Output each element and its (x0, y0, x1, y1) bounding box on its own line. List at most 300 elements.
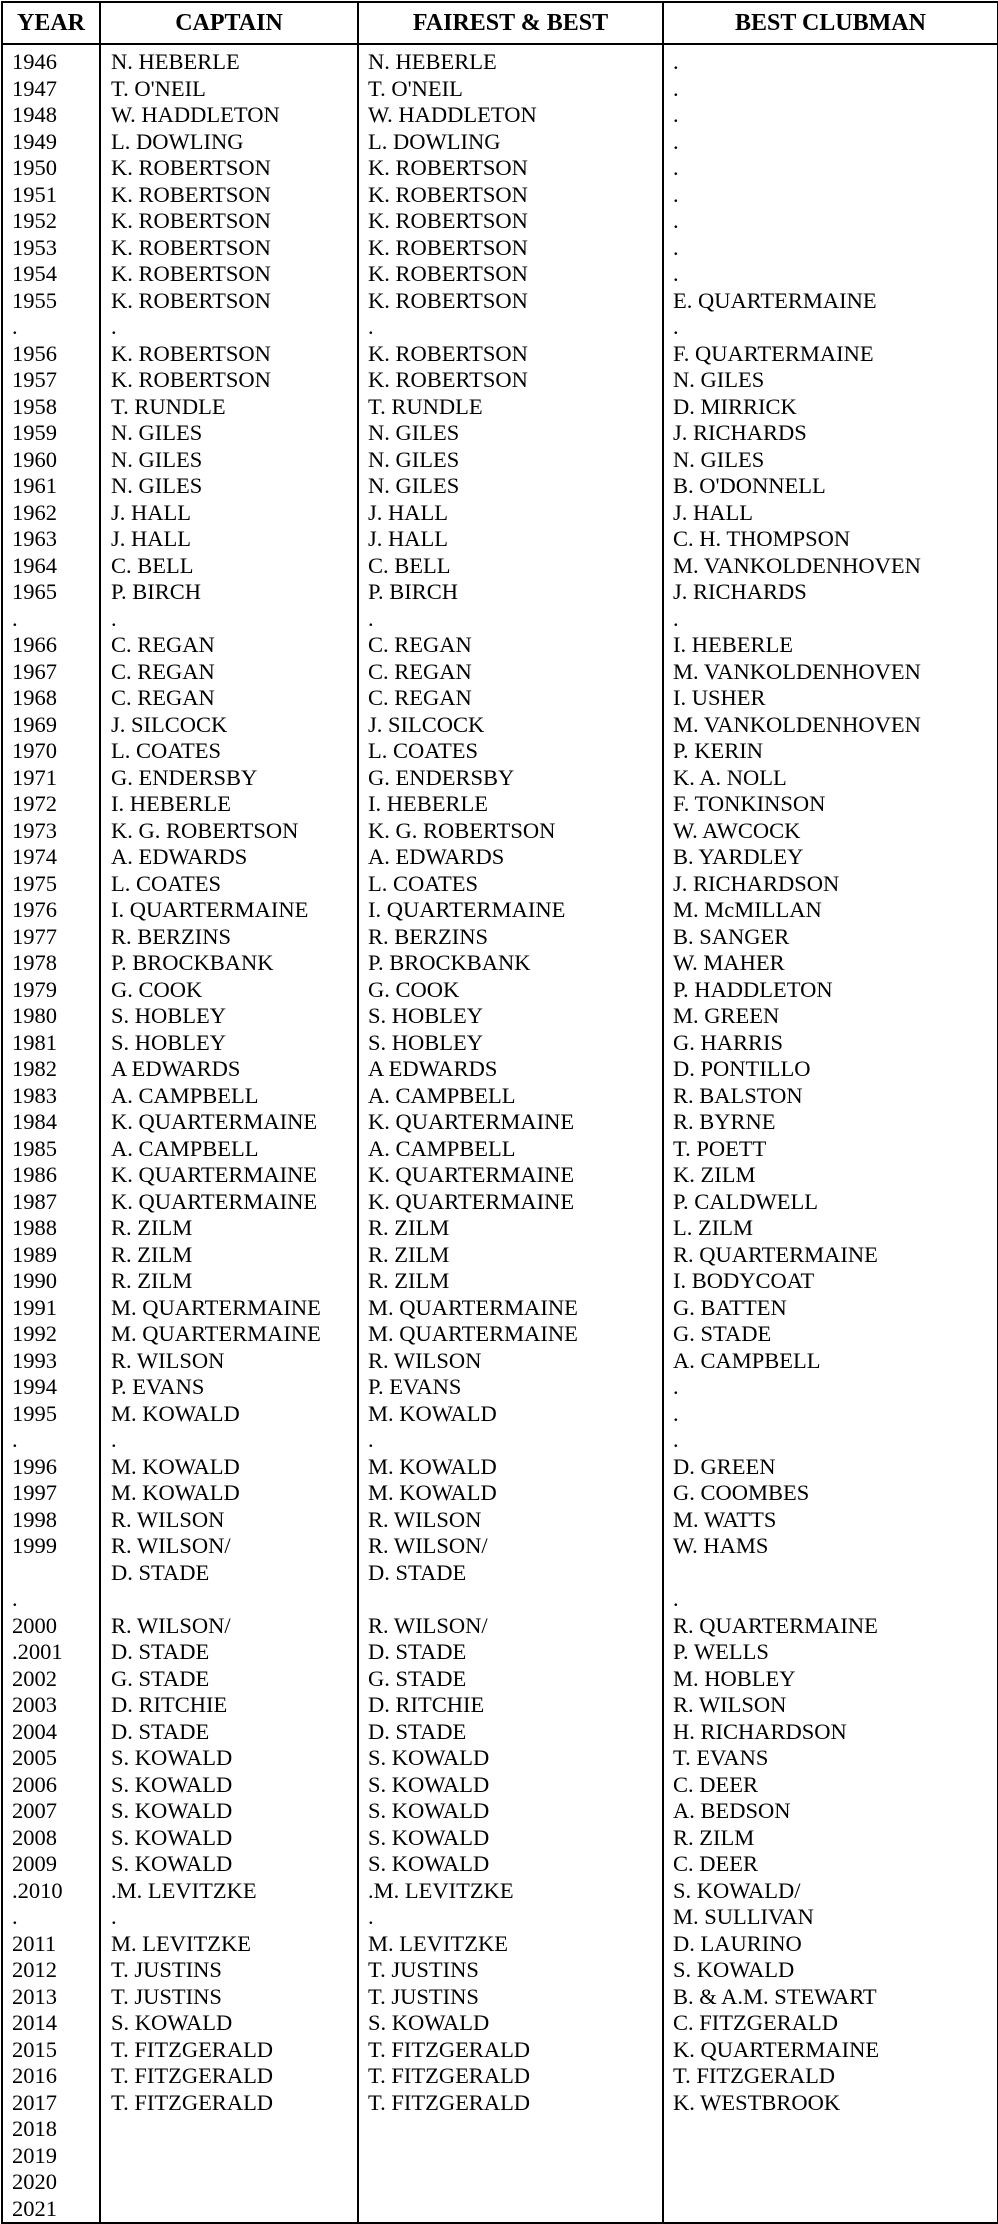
fairest-best-cell: R. WILSON (368, 1347, 482, 1373)
year-cell: 1968 (12, 685, 57, 710)
fairest-best-cell: K. ROBERTSON (368, 340, 528, 366)
best-clubman-cell: P. KERIN (673, 738, 764, 763)
best-clubman-cell: C. DEER (673, 1851, 759, 1876)
best-clubman-cell: K. WESTBROOK (673, 2089, 841, 2115)
fairest-best-cell: S. KOWALD (368, 1745, 490, 1770)
fairest-best-cell: . (368, 1904, 374, 1929)
captain-cell: K. ROBERTSON (111, 181, 271, 207)
captain-cell: P. BIRCH (111, 579, 202, 604)
best-clubman-cell (664, 2116, 997, 2143)
captain-cell: M. QUARTERMAINE (111, 1321, 321, 1346)
captain-cell: M. LEVITZKE (111, 1930, 251, 1956)
year-cell: 1973 (12, 817, 57, 843)
best-clubman-cell: D. LAURINO (673, 1930, 802, 1956)
table-body-row (2, 44, 998, 2223)
captain-cell: R. ZILM (111, 1241, 193, 1267)
year-cell: 1972 (12, 791, 57, 816)
best-clubman-cell: R. ZILM (673, 1824, 755, 1850)
year-cell: 2014 (12, 2010, 57, 2035)
best-clubman-cell: . (673, 605, 679, 631)
best-clubman-cell: . (673, 314, 679, 339)
year-cell: 1951 (12, 181, 57, 207)
fairest-best-cell: M. KOWALD (368, 1480, 497, 1505)
captain-cell: .M. LEVITZKE (111, 1877, 257, 1903)
year-cell: 2004 (12, 1718, 57, 1744)
fairest-best-cell: A. EDWARDS (368, 844, 505, 869)
fairest-best-cell: G. ENDERSBY (368, 764, 515, 790)
best-clubman-cell: T. POETT (673, 1135, 767, 1161)
captain-cell: M. KOWALD (111, 1400, 240, 1426)
year-cell: 1980 (12, 1003, 57, 1028)
fairest-best-cell: D. STADE (368, 1639, 467, 1664)
captain-cell: L. COATES (111, 870, 222, 896)
best-clubman-cell: J. RICHARDS (673, 579, 807, 604)
captain-cell: G. ENDERSBY (111, 764, 258, 790)
fairest-best-cell: A. CAMPBELL (368, 1082, 516, 1108)
captain-cell: D. STADE (111, 1718, 210, 1744)
best-clubman-cell: I. HEBERLE (673, 632, 793, 657)
best-clubman-cell: D. GREEN (673, 1453, 776, 1479)
fairest-best-cell (359, 2143, 662, 2170)
best-clubman-cell (664, 1560, 997, 1587)
captain-cell: C. REGAN (111, 658, 215, 684)
fairest-best-cell: L. COATES (368, 738, 479, 763)
fairest-best-cell: K. QUARTERMAINE (368, 1188, 575, 1214)
captain-cell: T. JUSTINS (111, 1957, 222, 1982)
captain-column (100, 44, 358, 2223)
captain-cell: M. KOWALD (111, 1480, 240, 1505)
fairest-best-cell: K. ROBERTSON (368, 234, 528, 260)
fairest-best-cell: T. RUNDLE (368, 393, 483, 419)
fairest-best-cell: .M. LEVITZKE (368, 1877, 514, 1903)
fairest-best-cell: T. JUSTINS (368, 1957, 479, 1982)
best-clubman-cell: M. McMILLAN (673, 897, 822, 922)
year-cell: 1950 (12, 155, 57, 180)
fairest-best-cell: S. KOWALD (368, 1771, 490, 1797)
best-clubman-cell: . (673, 49, 679, 74)
captain-cell: S. KOWALD (111, 1771, 233, 1797)
best-clubman-cell: G. BATTEN (673, 1294, 787, 1320)
year-cell: . (12, 314, 18, 339)
fairest-best-cell: C. REGAN (368, 658, 472, 684)
captain-cell: T. O'NEIL (111, 75, 206, 101)
captain-cell: S. HOBLEY (111, 1003, 227, 1028)
captain-cell: D. STADE (111, 1559, 210, 1585)
year-cell: 2016 (12, 2063, 57, 2088)
captain-cell: T. FITZGERALD (111, 2089, 274, 2115)
year-cell: 1996 (12, 1453, 57, 1479)
captain-cell (101, 2196, 357, 2223)
year-cell: 1995 (12, 1400, 57, 1426)
best-clubman-cell: . (673, 181, 679, 207)
year-cell: 1994 (12, 1374, 57, 1399)
captain-cell: . (111, 314, 117, 339)
year-cell: . (12, 1904, 18, 1929)
best-clubman-cell: S. KOWALD (673, 1957, 795, 1982)
fairest-best-cell: K. ROBERTSON (368, 181, 528, 207)
year-cell: 1948 (12, 102, 57, 127)
fairest-best-cell: T. JUSTINS (368, 1983, 479, 2009)
captain-cell (101, 1586, 357, 1613)
year-cell: . (12, 1586, 18, 1611)
year-cell: 2018 (12, 2116, 57, 2141)
captain-cell: R. WILSON (111, 1347, 225, 1373)
fairest-best-cell: S. KOWALD (368, 1824, 490, 1850)
year-cell: 1961 (12, 473, 57, 498)
fairest-best-cell: L. COATES (368, 870, 479, 896)
year-cell: . (12, 605, 18, 631)
captain-cell: J. HALL (111, 499, 191, 525)
captain-cell: T. RUNDLE (111, 393, 226, 419)
best-clubman-cell: J. RICHARDSON (673, 870, 840, 896)
fairest-best-cell: C. REGAN (368, 685, 472, 710)
best-clubman-cell (664, 2143, 997, 2170)
captain-cell: N. GILES (111, 420, 203, 445)
fairest-best-cell (359, 1586, 662, 1613)
fairest-best-cell: S. KOWALD (368, 2010, 490, 2035)
captain-cell: L. DOWLING (111, 128, 244, 154)
captain-cell: R. WILSON (111, 1506, 225, 1532)
fairest-best-cell: S. KOWALD (368, 1851, 490, 1876)
best-clubman-cell: P. HADDLETON (673, 976, 833, 1002)
year-cell: 1993 (12, 1347, 57, 1373)
captain-cell: G. COOK (111, 976, 203, 1002)
best-clubman-cell: I. BODYCOAT (673, 1268, 815, 1293)
captain-cell: W. HADDLETON (111, 102, 280, 127)
captain-cell: S. KOWALD (111, 1745, 233, 1770)
best-clubman-cell: . (673, 1427, 679, 1452)
best-clubman-cell: M. VANKOLDENHOVEN (673, 658, 921, 684)
fairest-best-cell: K. QUARTERMAINE (368, 1109, 575, 1134)
year-cell: 1991 (12, 1294, 57, 1320)
best-clubman-cell: H. RICHARDSON (673, 1718, 847, 1744)
year-cell: 1986 (12, 1162, 57, 1187)
captain-cell: A. EDWARDS (111, 844, 248, 869)
best-clubman-cell: F. QUARTERMAINE (673, 340, 874, 366)
fairest-best-cell: D. STADE (368, 1559, 467, 1585)
best-clubman-cell: I. USHER (673, 685, 766, 710)
captain-cell: I. QUARTERMAINE (111, 897, 309, 922)
captain-cell: K. ROBERTSON (111, 155, 271, 180)
captain-cell: K. ROBERTSON (111, 287, 271, 313)
best-clubman-header: BEST CLUBMAN (663, 2, 998, 44)
fairest-best-cell: I. HEBERLE (368, 791, 488, 816)
best-clubman-cell: R. QUARTERMAINE (673, 1241, 878, 1267)
year-cell: 2005 (12, 1745, 57, 1770)
best-clubman-cell: . (673, 1400, 679, 1426)
year-cell: 2000 (12, 1612, 57, 1638)
year-cell: 1990 (12, 1268, 57, 1293)
fairest-best-cell: R. ZILM (368, 1268, 450, 1293)
fairest-best-cell: S. HOBLEY (368, 1003, 484, 1028)
best-clubman-cell: M. WATTS (673, 1506, 777, 1532)
best-clubman-column (663, 44, 998, 2223)
captain-cell: T. JUSTINS (111, 1983, 222, 2009)
year-cell: 1966 (12, 632, 57, 657)
fairest-best-cell: K. ROBERTSON (368, 208, 528, 233)
best-clubman-cell: S. KOWALD/ (673, 1877, 801, 1903)
best-clubman-cell: B. O'DONNELL (673, 473, 826, 498)
best-clubman-cell: . (673, 208, 679, 233)
best-clubman-cell: N. GILES (673, 367, 765, 392)
year-cell: 1989 (12, 1241, 57, 1267)
year-cell: 2017 (12, 2089, 57, 2115)
best-clubman-cell: . (673, 155, 679, 180)
best-clubman-cell: R. QUARTERMAINE (673, 1612, 878, 1638)
best-clubman-cell: T. FITZGERALD (673, 2063, 836, 2088)
fairest-best-cell: P. BROCKBANK (368, 950, 531, 975)
best-clubman-cell: F. TONKINSON (673, 791, 826, 816)
year-cell: 1958 (12, 393, 57, 419)
fairest-best-cell (359, 2116, 662, 2143)
year-cell: 1998 (12, 1506, 57, 1532)
best-clubman-cell (664, 2196, 997, 2223)
captain-cell: M. KOWALD (111, 1453, 240, 1479)
best-clubman-cell: T. EVANS (673, 1745, 769, 1770)
year-cell: 1987 (12, 1188, 57, 1214)
captain-cell: M. QUARTERMAINE (111, 1294, 321, 1320)
fairest-best-cell: I. QUARTERMAINE (368, 897, 566, 922)
fairest-best-cell: . (368, 314, 374, 339)
best-clubman-cell: D. MIRRICK (673, 393, 797, 419)
captain-header: CAPTAIN (100, 2, 358, 44)
captain-cell: N. GILES (111, 473, 203, 498)
captain-cell: K. QUARTERMAINE (111, 1162, 318, 1187)
captain-cell: K. ROBERTSON (111, 208, 271, 233)
year-cell: 1952 (12, 208, 57, 233)
best-clubman-cell: M. VANKOLDENHOVEN (673, 711, 921, 737)
captain-cell: R. ZILM (111, 1215, 193, 1240)
best-clubman-cell: J. RICHARDS (673, 420, 807, 445)
year-cell: 2015 (12, 2036, 57, 2062)
captain-cell: N. GILES (111, 446, 203, 472)
captain-cell: P. EVANS (111, 1374, 205, 1399)
best-clubman-cell: B. & A.M. STEWART (673, 1983, 877, 2009)
best-clubman-cell: G. COOMBES (673, 1480, 810, 1505)
captain-cell: . (111, 605, 117, 631)
honour-roll-table (1, 1, 998, 2224)
best-clubman-cell: M. HOBLEY (673, 1665, 796, 1691)
header-row (2, 2, 998, 44)
fairest-best-cell: K. ROBERTSON (368, 367, 528, 392)
year-cell: 2011 (12, 1930, 57, 1956)
fairest-best-header: FAIREST & BEST (358, 2, 663, 44)
captain-cell: K. QUARTERMAINE (111, 1188, 318, 1214)
best-clubman-cell: G. HARRIS (673, 1029, 784, 1055)
captain-cell: S. KOWALD (111, 1824, 233, 1850)
best-clubman-cell: A. CAMPBELL (673, 1347, 821, 1373)
captain-cell: T. FITZGERALD (111, 2036, 274, 2062)
year-cell: 1999 (12, 1533, 57, 1558)
captain-cell: D. RITCHIE (111, 1692, 228, 1717)
fairest-best-cell: D. STADE (368, 1718, 467, 1744)
fairest-best-cell: P. BIRCH (368, 579, 459, 604)
year-cell: 1967 (12, 658, 57, 684)
year-cell: 1963 (12, 526, 57, 551)
best-clubman-cell: A. BEDSON (673, 1798, 791, 1823)
best-clubman-cell: C. DEER (673, 1771, 759, 1797)
captain-cell: S. KOWALD (111, 1851, 233, 1876)
captain-cell: A EDWARDS (111, 1056, 241, 1081)
fairest-best-cell: J. HALL (368, 499, 448, 525)
year-cell: 2002 (12, 1665, 57, 1691)
fairest-best-cell: R. WILSON (368, 1506, 482, 1532)
captain-cell: S. KOWALD (111, 2010, 233, 2035)
best-clubman-cell: . (673, 1586, 679, 1611)
best-clubman-cell: L. ZILM (673, 1215, 753, 1240)
year-cell: 1946 (12, 49, 57, 74)
year-cell: 1997 (12, 1480, 57, 1505)
fairest-best-cell: R. ZILM (368, 1215, 450, 1240)
fairest-best-cell: M. LEVITZKE (368, 1930, 508, 1956)
captain-cell: I. HEBERLE (111, 791, 231, 816)
year-cell: 2012 (12, 1957, 57, 1982)
fairest-best-cell: K. ROBERTSON (368, 287, 528, 313)
fairest-best-cell: N. GILES (368, 446, 460, 472)
captain-cell: S. HOBLEY (111, 1029, 227, 1055)
year-cell: 1979 (12, 976, 57, 1002)
year-cell: 1970 (12, 738, 57, 763)
fairest-best-cell: D. RITCHIE (368, 1692, 485, 1717)
best-clubman-cell: P. WELLS (673, 1639, 769, 1664)
best-clubman-cell: . (673, 75, 679, 101)
best-clubman-cell: . (673, 102, 679, 127)
captain-cell: A. CAMPBELL (111, 1082, 259, 1108)
fairest-best-cell: K. ROBERTSON (368, 261, 528, 286)
fairest-best-cell: N. GILES (368, 473, 460, 498)
captain-cell: K. ROBERTSON (111, 234, 271, 260)
captain-cell: R. WILSON/ (111, 1612, 231, 1638)
year-cell: 1982 (12, 1056, 57, 1081)
captain-cell: L. COATES (111, 738, 222, 763)
captain-cell: R. BERZINS (111, 923, 232, 949)
best-clubman-cell: E. QUARTERMAINE (673, 287, 877, 313)
best-clubman-cell: M. SULLIVAN (673, 1904, 814, 1929)
fairest-best-cell: A EDWARDS (368, 1056, 498, 1081)
year-cell: 1962 (12, 499, 57, 525)
best-clubman-cell: . (673, 261, 679, 286)
year-cell: 2006 (12, 1771, 57, 1797)
fairest-best-cell: T. O'NEIL (368, 75, 463, 101)
best-clubman-cell (664, 2169, 997, 2196)
best-clubman-cell: R. BYRNE (673, 1109, 776, 1134)
fairest-best-cell: R. ZILM (368, 1241, 450, 1267)
year-cell: 1959 (12, 420, 57, 445)
captain-cell: K. QUARTERMAINE (111, 1109, 318, 1134)
fairest-best-cell: K. ROBERTSON (368, 155, 528, 180)
year-cell (3, 1560, 99, 1587)
year-cell: 2020 (12, 2169, 57, 2194)
year-cell: 1971 (12, 764, 57, 790)
captain-cell: K. ROBERTSON (111, 340, 271, 366)
captain-cell: P. BROCKBANK (111, 950, 274, 975)
fairest-best-cell: G. STADE (368, 1665, 467, 1691)
year-cell: 1953 (12, 234, 57, 260)
fairest-best-cell: T. FITZGERALD (368, 2036, 531, 2062)
year-cell: 2008 (12, 1824, 57, 1850)
fairest-best-cell: K. QUARTERMAINE (368, 1162, 575, 1187)
best-clubman-cell: W. MAHER (673, 950, 785, 975)
best-clubman-cell: R. WILSON (673, 1692, 787, 1717)
year-header: YEAR (2, 2, 100, 44)
best-clubman-cell: C. FITZGERALD (673, 2010, 838, 2035)
year-cell: . (12, 1427, 18, 1452)
year-cell: 1976 (12, 897, 57, 922)
captain-cell: R. ZILM (111, 1268, 193, 1293)
best-clubman-cell: P. CALDWELL (673, 1188, 818, 1214)
best-clubman-cell: J. HALL (673, 499, 753, 525)
best-clubman-cell: B. SANGER (673, 923, 790, 949)
best-clubman-cell: W. HAMS (673, 1533, 769, 1558)
best-clubman-cell: N. GILES (673, 446, 765, 472)
fairest-best-cell: J. HALL (368, 526, 448, 551)
fairest-best-cell: K. G. ROBERTSON (368, 817, 556, 843)
year-cell: 1960 (12, 446, 57, 472)
fairest-best-cell: P. EVANS (368, 1374, 462, 1399)
captain-cell: N. HEBERLE (111, 49, 240, 74)
captain-cell: G. STADE (111, 1665, 210, 1691)
fairest-best-cell: G. COOK (368, 976, 460, 1002)
year-column (2, 44, 100, 2223)
captain-cell: R. WILSON/ (111, 1533, 231, 1558)
fairest-best-cell: M. QUARTERMAINE (368, 1294, 578, 1320)
year-cell: 2009 (12, 1851, 57, 1876)
year-cell: 2021 (12, 2195, 57, 2221)
fairest-best-cell: R. BERZINS (368, 923, 489, 949)
best-clubman-cell: C. H. THOMPSON (673, 526, 851, 551)
captain-cell: K. ROBERTSON (111, 261, 271, 286)
year-cell: 1949 (12, 128, 57, 154)
fairest-best-cell: M. QUARTERMAINE (368, 1321, 578, 1346)
year-cell: 2007 (12, 1798, 57, 1823)
year-cell: 1955 (12, 287, 57, 313)
fairest-best-cell: R. WILSON/ (368, 1612, 488, 1638)
best-clubman-cell: M. GREEN (673, 1003, 780, 1028)
year-cell: 1965 (12, 579, 57, 604)
year-cell: 1975 (12, 870, 57, 896)
year-cell: 1992 (12, 1321, 57, 1346)
year-cell: 1984 (12, 1109, 57, 1134)
captain-cell (101, 2143, 357, 2170)
year-cell: 1957 (12, 367, 57, 392)
year-cell: 1954 (12, 261, 57, 286)
captain-cell: K. G. ROBERTSON (111, 817, 299, 843)
year-cell: .2001 (12, 1639, 63, 1664)
fairest-best-cell: T. FITZGERALD (368, 2089, 531, 2115)
year-cell: 1981 (12, 1029, 57, 1055)
fairest-best-cell: . (368, 1427, 374, 1452)
captain-cell (101, 2116, 357, 2143)
year-cell: 2019 (12, 2142, 57, 2168)
best-clubman-cell: D. PONTILLO (673, 1056, 811, 1081)
fairest-best-cell: M. KOWALD (368, 1400, 497, 1426)
best-clubman-cell: K. QUARTERMAINE (673, 2036, 880, 2062)
captain-cell: T. FITZGERALD (111, 2063, 274, 2088)
fairest-best-cell: R. WILSON/ (368, 1533, 488, 1558)
captain-cell: S. KOWALD (111, 1798, 233, 1823)
year-cell: 1983 (12, 1082, 57, 1108)
fairest-best-cell (359, 2169, 662, 2196)
year-cell: 1977 (12, 923, 57, 949)
best-clubman-cell: B. YARDLEY (673, 844, 804, 869)
year-cell: 1974 (12, 844, 57, 869)
best-clubman-cell: M. VANKOLDENHOVEN (673, 552, 921, 578)
fairest-best-cell: S. KOWALD (368, 1798, 490, 1823)
year-cell: .2010 (12, 1877, 63, 1903)
fairest-best-cell: N. HEBERLE (368, 49, 497, 74)
fairest-best-cell (359, 2196, 662, 2223)
fairest-best-cell: C. BELL (368, 552, 451, 578)
